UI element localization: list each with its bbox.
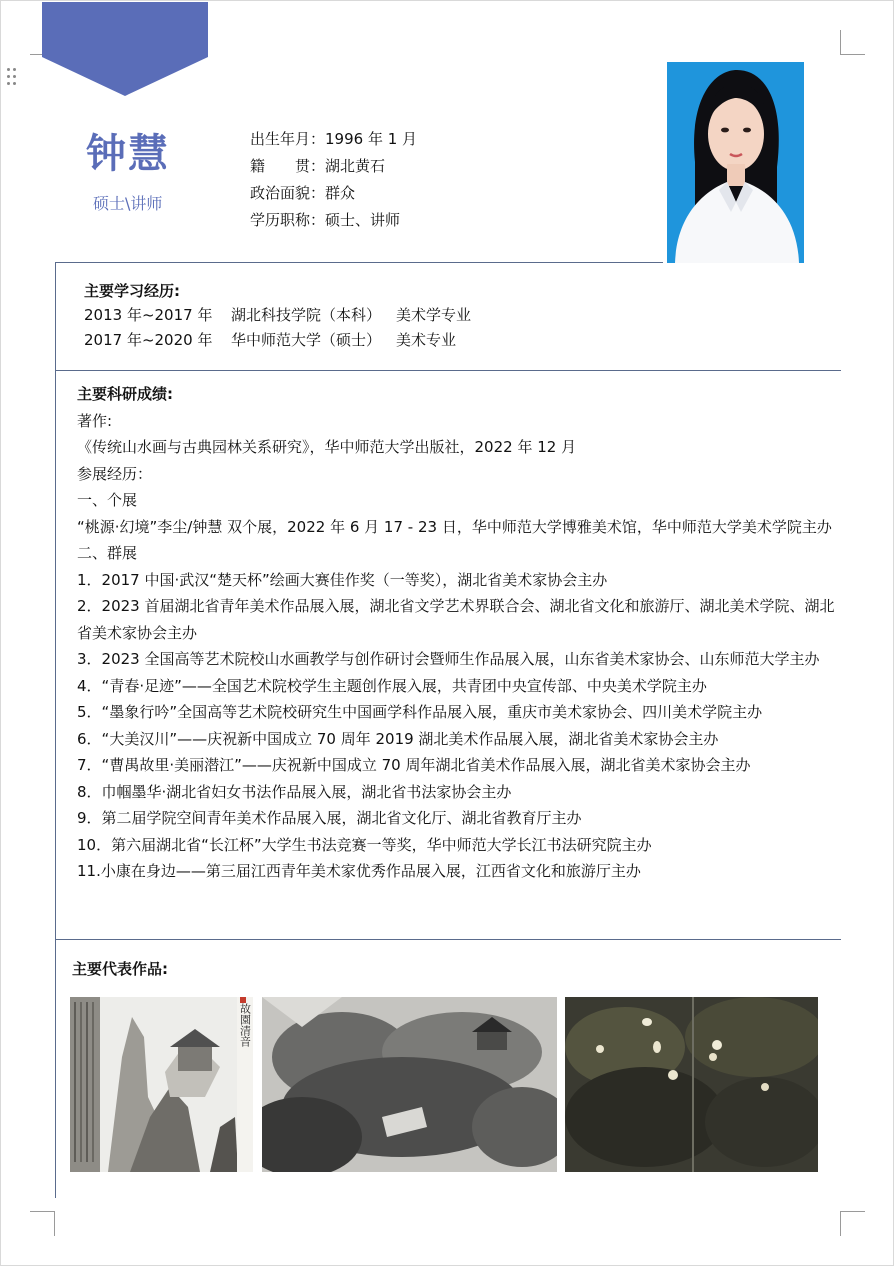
exhibits-label: 参展经历： [77, 464, 153, 483]
group-item: 6．“大美汉川”——庆祝新中国成立 70 周年 2019 湖北美术作品展入展，湖北省美术家协会主办 [77, 729, 719, 748]
degree-value: 硕士、讲师 [325, 211, 401, 229]
header-banner [42, 2, 208, 96]
origin-row [250, 153, 417, 180]
education-title: 主要学习经历: [84, 282, 180, 300]
degree-label: 学历职称： [250, 211, 326, 229]
group-label: 二、群展 [77, 544, 138, 562]
group-item: 2．2023 首届湖北省青年美术作品展入展，湖北省文学艺术界联合会、湖北省文化和旅游厅、湖北美术学院、湖北省美术家协会主办 [77, 597, 835, 642]
research-title: 主要科研成绩: [77, 385, 173, 403]
politics-row [250, 180, 417, 207]
group-item: 1．2017 中国·武汉“楚天杯”绘画大赛佳作奖（一等奖），湖北省美术家协会主办 [77, 570, 608, 589]
education-major-1: 美术学专业 [396, 306, 472, 324]
artwork-3 [565, 997, 818, 1172]
research-section [77, 381, 837, 885]
works-title: 主要代表作品: [72, 960, 168, 978]
person-name: 钟慧 [86, 131, 170, 177]
person-title: 硕士\讲师 [93, 194, 163, 213]
profile-photo [667, 62, 804, 263]
politics-value: 群众 [325, 184, 356, 202]
personal-info [250, 126, 417, 234]
birth-value: 1996 年 1 月 [325, 130, 418, 148]
group-item: 10．第六届湖北省“长江杯”大学生书法竞赛一等奖，华中师范大学长江书法研究院主办 [77, 835, 652, 854]
degree-row [250, 207, 417, 234]
group-item: 11.小康在身边——第三届江西青年美术家优秀作品展入展，江西省文化和旅游厅主办 [77, 862, 641, 880]
politics-label: 政治面貌： [250, 184, 326, 202]
education-years-1: 2013 年~2017 年 [84, 306, 213, 324]
group-item: 7．“曹禺故里·美丽潜江”——庆祝新中国成立 70 周年湖北省美术作品展入展，湖北省美术家协会主办 [77, 756, 751, 774]
rule-research-bottom [55, 939, 841, 940]
solo-label: 一、个展 [77, 491, 138, 509]
group-item: 5．“墨象行吟”全国高等艺术院校研究生中国画学科作品展入展，重庆市美术家协会、四川美术学院主办 [77, 703, 763, 721]
works-item: 《传统山水画与古典园林关系研究》，华中师范大学出版社，2022 年 12 月 [77, 438, 577, 456]
origin-label: 籍 贯： [250, 157, 326, 175]
education-school-1: 湖北科技学院（本科） [231, 306, 382, 324]
crop-mark-top-right [840, 30, 865, 55]
works-label: 著作: [77, 411, 113, 430]
group-item: 3．2023 全国高等艺术院校山水画教学与创作研讨会暨师生作品展入展，山东省美术家协会、山东师范大学主办 [77, 650, 820, 668]
solo-item: “桃源·幻境”李尘/钟慧 双个展，2022 年 6 月 17 - 23 日，华中师范大学博雅美术馆，华中师范大学美术学院主办 [77, 517, 832, 536]
group-item: 4．“青春·足迹”——全国艺术院校学生主题创作展入展，共青团中央宣传部、中央美术学院主办 [77, 676, 707, 695]
artwork-1 [70, 997, 253, 1172]
birth-label: 出生年月： [250, 130, 326, 148]
drag-handle-icon[interactable] [7, 68, 19, 88]
rule-education-bottom [55, 370, 841, 371]
left-rule [55, 262, 56, 1198]
artwork-2 [262, 997, 557, 1172]
crop-mark-bottom-left [30, 1211, 55, 1236]
origin-value: 湖北黄石 [325, 157, 386, 175]
crop-mark-bottom-right [840, 1211, 865, 1236]
group-item: 9．第二届学院空间青年美术作品展入展，湖北省文化厅、湖北省教育厅主办 [77, 809, 582, 827]
birth-row [250, 126, 417, 153]
education-major-2: 美术专业 [396, 331, 457, 349]
rule-top [55, 262, 663, 263]
education-years-2: 2017 年~2020 年 [84, 331, 213, 349]
group-item: 8．巾帼墨华·湖北省妇女书法作品展入展，湖北省书法家协会主办 [77, 782, 512, 801]
seal-char: 故園清音 [238, 1003, 252, 1047]
education-school-2: 华中师范大学（硕士） [231, 331, 382, 349]
